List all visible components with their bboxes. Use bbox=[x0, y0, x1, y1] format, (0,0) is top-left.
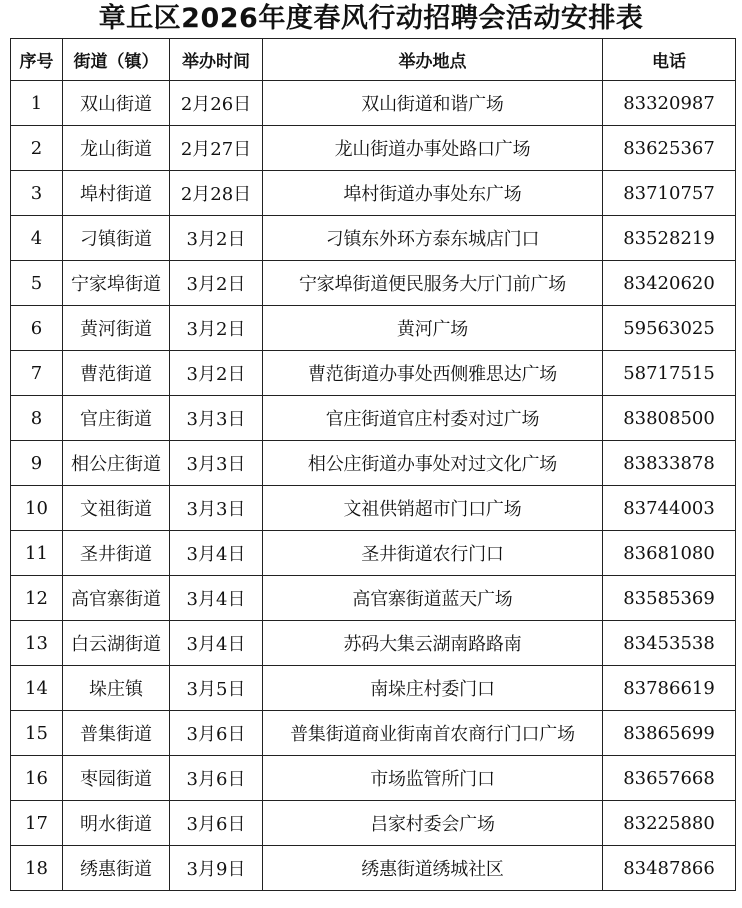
cell-phone: 83786619 bbox=[603, 666, 736, 711]
table-row bbox=[11, 441, 736, 486]
table-row bbox=[11, 846, 736, 891]
cell-time: 3月2日 bbox=[170, 216, 263, 261]
table-header-row bbox=[11, 39, 736, 81]
schedule-table bbox=[10, 38, 736, 891]
cell-street: 明水街道 bbox=[63, 801, 170, 846]
cell-phone: 83744003 bbox=[603, 486, 736, 531]
cell-no: 17 bbox=[11, 801, 63, 846]
cell-street: 相公庄街道 bbox=[63, 441, 170, 486]
cell-location: 黄河广场 bbox=[263, 306, 603, 351]
cell-no: 7 bbox=[11, 351, 63, 396]
cell-time: 3月3日 bbox=[170, 396, 263, 441]
cell-no: 14 bbox=[11, 666, 63, 711]
cell-no: 12 bbox=[11, 576, 63, 621]
table-row bbox=[11, 171, 736, 216]
cell-street: 白云湖街道 bbox=[63, 621, 170, 666]
cell-location: 曹范街道办事处西侧雅思达广场 bbox=[263, 351, 603, 396]
cell-time: 2月28日 bbox=[170, 171, 263, 216]
cell-street: 官庄街道 bbox=[63, 396, 170, 441]
cell-location: 南垛庄村委门口 bbox=[263, 666, 603, 711]
table-row bbox=[11, 396, 736, 441]
cell-phone: 59563025 bbox=[603, 306, 736, 351]
cell-no: 13 bbox=[11, 621, 63, 666]
cell-time: 3月6日 bbox=[170, 711, 263, 756]
cell-location: 官庄街道官庄村委对过广场 bbox=[263, 396, 603, 441]
cell-phone: 83865699 bbox=[603, 711, 736, 756]
header-no: 序号 bbox=[11, 39, 63, 81]
cell-time: 3月3日 bbox=[170, 486, 263, 531]
table-row bbox=[11, 531, 736, 576]
cell-location: 吕家村委会广场 bbox=[263, 801, 603, 846]
cell-location: 高官寨街道蓝天广场 bbox=[263, 576, 603, 621]
page-title: 章丘区2026年度春风行动招聘会活动安排表 bbox=[98, 3, 644, 34]
cell-street: 黄河街道 bbox=[63, 306, 170, 351]
cell-time: 3月6日 bbox=[170, 801, 263, 846]
cell-phone: 83453538 bbox=[603, 621, 736, 666]
cell-location: 相公庄街道办事处对过文化广场 bbox=[263, 441, 603, 486]
cell-no: 9 bbox=[11, 441, 63, 486]
table-row bbox=[11, 351, 736, 396]
header-time: 举办时间 bbox=[170, 39, 263, 81]
cell-no: 5 bbox=[11, 261, 63, 306]
table-row bbox=[11, 486, 736, 531]
table-row bbox=[11, 126, 736, 171]
cell-location: 绣惠街道绣城社区 bbox=[263, 846, 603, 891]
cell-location: 文祖供销超市门口广场 bbox=[263, 486, 603, 531]
cell-street: 枣园街道 bbox=[63, 756, 170, 801]
table-row bbox=[11, 216, 736, 261]
cell-no: 2 bbox=[11, 126, 63, 171]
cell-no: 18 bbox=[11, 846, 63, 891]
cell-street: 圣井街道 bbox=[63, 531, 170, 576]
cell-street: 宁家埠街道 bbox=[63, 261, 170, 306]
cell-street: 绣惠街道 bbox=[63, 846, 170, 891]
cell-time: 2月27日 bbox=[170, 126, 263, 171]
cell-phone: 83320987 bbox=[603, 81, 736, 126]
cell-time: 3月3日 bbox=[170, 441, 263, 486]
cell-street: 文祖街道 bbox=[63, 486, 170, 531]
table-body bbox=[11, 81, 736, 891]
cell-time: 3月2日 bbox=[170, 261, 263, 306]
table-row bbox=[11, 801, 736, 846]
cell-time: 3月2日 bbox=[170, 306, 263, 351]
cell-phone: 83528219 bbox=[603, 216, 736, 261]
cell-no: 1 bbox=[11, 81, 63, 126]
table-row bbox=[11, 576, 736, 621]
cell-location: 苏码大集云湖南路路南 bbox=[263, 621, 603, 666]
cell-street: 曹范街道 bbox=[63, 351, 170, 396]
cell-phone: 83710757 bbox=[603, 171, 736, 216]
table-row bbox=[11, 666, 736, 711]
cell-time: 3月5日 bbox=[170, 666, 263, 711]
cell-time: 2月26日 bbox=[170, 81, 263, 126]
cell-street: 双山街道 bbox=[63, 81, 170, 126]
cell-time: 3月2日 bbox=[170, 351, 263, 396]
header-street: 街道（镇） bbox=[63, 39, 170, 81]
cell-phone: 83808500 bbox=[603, 396, 736, 441]
cell-no: 16 bbox=[11, 756, 63, 801]
cell-phone: 83625367 bbox=[603, 126, 736, 171]
cell-time: 3月4日 bbox=[170, 576, 263, 621]
header-location: 举办地点 bbox=[263, 39, 603, 81]
cell-phone: 58717515 bbox=[603, 351, 736, 396]
cell-street: 埠村街道 bbox=[63, 171, 170, 216]
cell-phone: 83225880 bbox=[603, 801, 736, 846]
table-row bbox=[11, 756, 736, 801]
cell-no: 6 bbox=[11, 306, 63, 351]
cell-no: 3 bbox=[11, 171, 63, 216]
cell-location: 龙山街道办事处路口广场 bbox=[263, 126, 603, 171]
cell-location: 圣井街道农行门口 bbox=[263, 531, 603, 576]
cell-phone: 83487866 bbox=[603, 846, 736, 891]
cell-phone: 83585369 bbox=[603, 576, 736, 621]
table-row bbox=[11, 621, 736, 666]
cell-time: 3月4日 bbox=[170, 621, 263, 666]
cell-no: 15 bbox=[11, 711, 63, 756]
header-phone: 电话 bbox=[603, 39, 736, 81]
cell-location: 双山街道和谐广场 bbox=[263, 81, 603, 126]
table-row bbox=[11, 261, 736, 306]
cell-street: 普集街道 bbox=[63, 711, 170, 756]
cell-no: 11 bbox=[11, 531, 63, 576]
cell-phone: 83420620 bbox=[603, 261, 736, 306]
cell-street: 刁镇街道 bbox=[63, 216, 170, 261]
cell-time: 3月4日 bbox=[170, 531, 263, 576]
cell-no: 8 bbox=[11, 396, 63, 441]
cell-street: 龙山街道 bbox=[63, 126, 170, 171]
table-row bbox=[11, 711, 736, 756]
cell-phone: 83657668 bbox=[603, 756, 736, 801]
cell-phone: 83833878 bbox=[603, 441, 736, 486]
cell-street: 垛庄镇 bbox=[63, 666, 170, 711]
cell-time: 3月9日 bbox=[170, 846, 263, 891]
cell-location: 埠村街道办事处东广场 bbox=[263, 171, 603, 216]
cell-phone: 83681080 bbox=[603, 531, 736, 576]
cell-street: 高官寨街道 bbox=[63, 576, 170, 621]
cell-no: 10 bbox=[11, 486, 63, 531]
cell-location: 普集街道商业街南首农商行门口广场 bbox=[263, 711, 603, 756]
cell-location: 刁镇东外环方泰东城店门口 bbox=[263, 216, 603, 261]
table-row bbox=[11, 81, 736, 126]
cell-location: 宁家埠街道便民服务大厅门前广场 bbox=[263, 261, 603, 306]
table-row bbox=[11, 306, 736, 351]
cell-no: 4 bbox=[11, 216, 63, 261]
cell-location: 市场监管所门口 bbox=[263, 756, 603, 801]
cell-time: 3月6日 bbox=[170, 756, 263, 801]
